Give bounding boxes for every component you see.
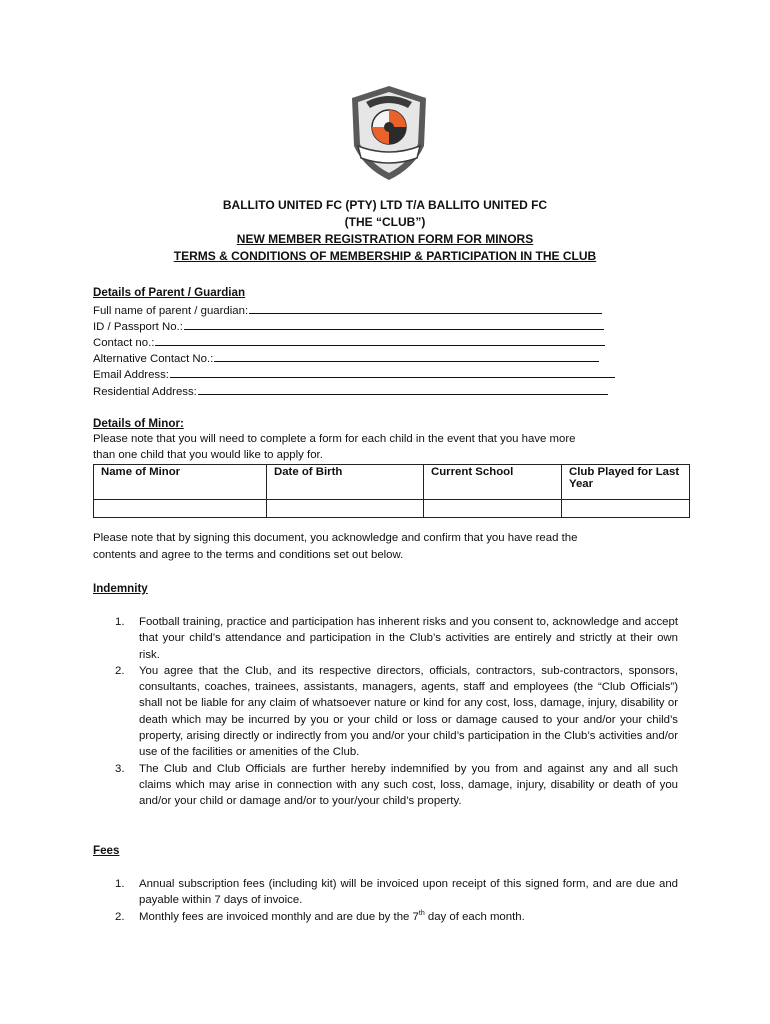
id-passport-blank[interactable] <box>184 319 604 330</box>
col-current-school: Current School <box>424 465 562 500</box>
alt-contact-blank[interactable] <box>214 351 599 362</box>
contact-field[interactable] <box>93 335 605 349</box>
col-name-of-minor: Name of Minor <box>94 465 267 500</box>
minor-note-line1: Please note that you will need to complete a form for each child in the event that you have more <box>93 433 576 445</box>
item-number: 2. <box>115 664 125 677</box>
col-club-played-last-year: Club Played for Last Year <box>562 465 690 500</box>
contact-blank[interactable] <box>155 335 605 346</box>
fees-item-2-text-end: day of each month. <box>424 910 525 923</box>
alt-contact-field[interactable] <box>93 351 599 365</box>
item-number: 1. <box>115 878 125 890</box>
minor-club-cell[interactable] <box>562 500 690 518</box>
indemnity-item-2: You agree that the Club, and its respective directors, officials, contractors, sub-contractors, sponsors, consultants, coaches, trainees, assistants, managers, agents, staff and employees (the “Club Officials”) shall not be liable for any claim of whatsoever nature or kind for any cost, loss, damage, injury, disability or death which may be incurred by you or your child or loss or damage caused to your and/or your child’s property, arising directly or indirectly from you and/or your child’s participation in the Club’s activities and/or use of the facilities or amenities of the Club. <box>139 664 678 759</box>
list-item <box>93 663 678 761</box>
acknowledge-line1: Please note that by signing this document, you acknowledge and confirm that you have read the <box>93 532 578 544</box>
item-number: 2. <box>115 910 125 923</box>
alt-contact-label: Alternative Contact No.: <box>93 353 214 365</box>
minor-dob-cell[interactable] <box>267 500 424 518</box>
fees-heading: Fees <box>93 844 120 857</box>
crest-shield-icon <box>344 84 434 182</box>
email-label: Email Address: <box>93 369 169 381</box>
minor-details-heading: Details of Minor: <box>93 417 184 430</box>
indemnity-heading: Indemnity <box>93 582 148 595</box>
item-number: 1. <box>115 616 125 628</box>
full-name-field[interactable] <box>93 303 602 317</box>
list-item <box>93 614 678 663</box>
residential-label: Residential Address: <box>93 386 197 398</box>
item-number: 3. <box>115 762 125 775</box>
email-blank[interactable] <box>170 367 615 378</box>
club-heading: (THE “CLUB”) <box>344 215 426 229</box>
club-crest-logo <box>344 84 434 182</box>
indemnity-list <box>93 614 678 810</box>
list-item <box>93 876 678 909</box>
indemnity-item-3: The Club and Club Officials are further hereby indemnified by you from and against any and all such claims which may arise in connection with any such cost, loss, damage, injury, disability or death of you and/or your child or damage and/or to your/your child’s property. <box>139 762 678 808</box>
contact-label: Contact no.: <box>93 337 155 349</box>
id-passport-label: ID / Passport No.: <box>93 321 183 333</box>
table-header-row <box>94 465 690 500</box>
minor-school-cell[interactable] <box>424 500 562 518</box>
fees-item-1: Annual subscription fees (including kit) will be invoiced upon receipt of this signed form, and are due and payable within 7 days of invoice. <box>139 878 678 907</box>
table-row[interactable] <box>94 500 690 518</box>
company-heading: BALLITO UNITED FC (PTY) LTD T/A BALLITO UNITED FC <box>222 198 548 212</box>
fees-list <box>93 876 678 925</box>
fees-item-2-text: Monthly fees are invoiced monthly and are due by the 7 <box>139 910 419 923</box>
parent-details-heading: Details of Parent / Guardian <box>93 286 246 299</box>
minor-details-table <box>93 464 690 518</box>
acknowledge-line2: contents and agree to the terms and conditions set out below. <box>93 549 404 561</box>
form-title: NEW MEMBER REGISTRATION FORM FOR MINORS <box>236 232 534 246</box>
minor-note-line2: than one child that you would like to apply for. <box>93 449 323 461</box>
col-date-of-birth: Date of Birth <box>267 465 424 500</box>
full-name-blank[interactable] <box>249 303 602 314</box>
indemnity-item-1: Football training, practice and participation has inherent risks and you consent to, acknowledge and accept that your child’s attendance and participation in the Club’s activities are entirely and strictly at their own risk. <box>139 616 678 661</box>
fees-item-2-superscript: th <box>418 909 425 917</box>
full-name-label: Full name of parent / guardian: <box>93 305 249 317</box>
id-passport-field[interactable] <box>93 319 604 333</box>
list-item <box>93 909 678 925</box>
residential-field[interactable] <box>93 384 608 398</box>
terms-title: TERMS & CONDITIONS OF MEMBERSHIP & PARTICIPATION IN THE CLUB <box>173 249 597 263</box>
email-field[interactable] <box>93 367 615 381</box>
list-item <box>93 761 678 810</box>
residential-blank[interactable] <box>198 384 608 395</box>
minor-name-cell[interactable] <box>94 500 267 518</box>
